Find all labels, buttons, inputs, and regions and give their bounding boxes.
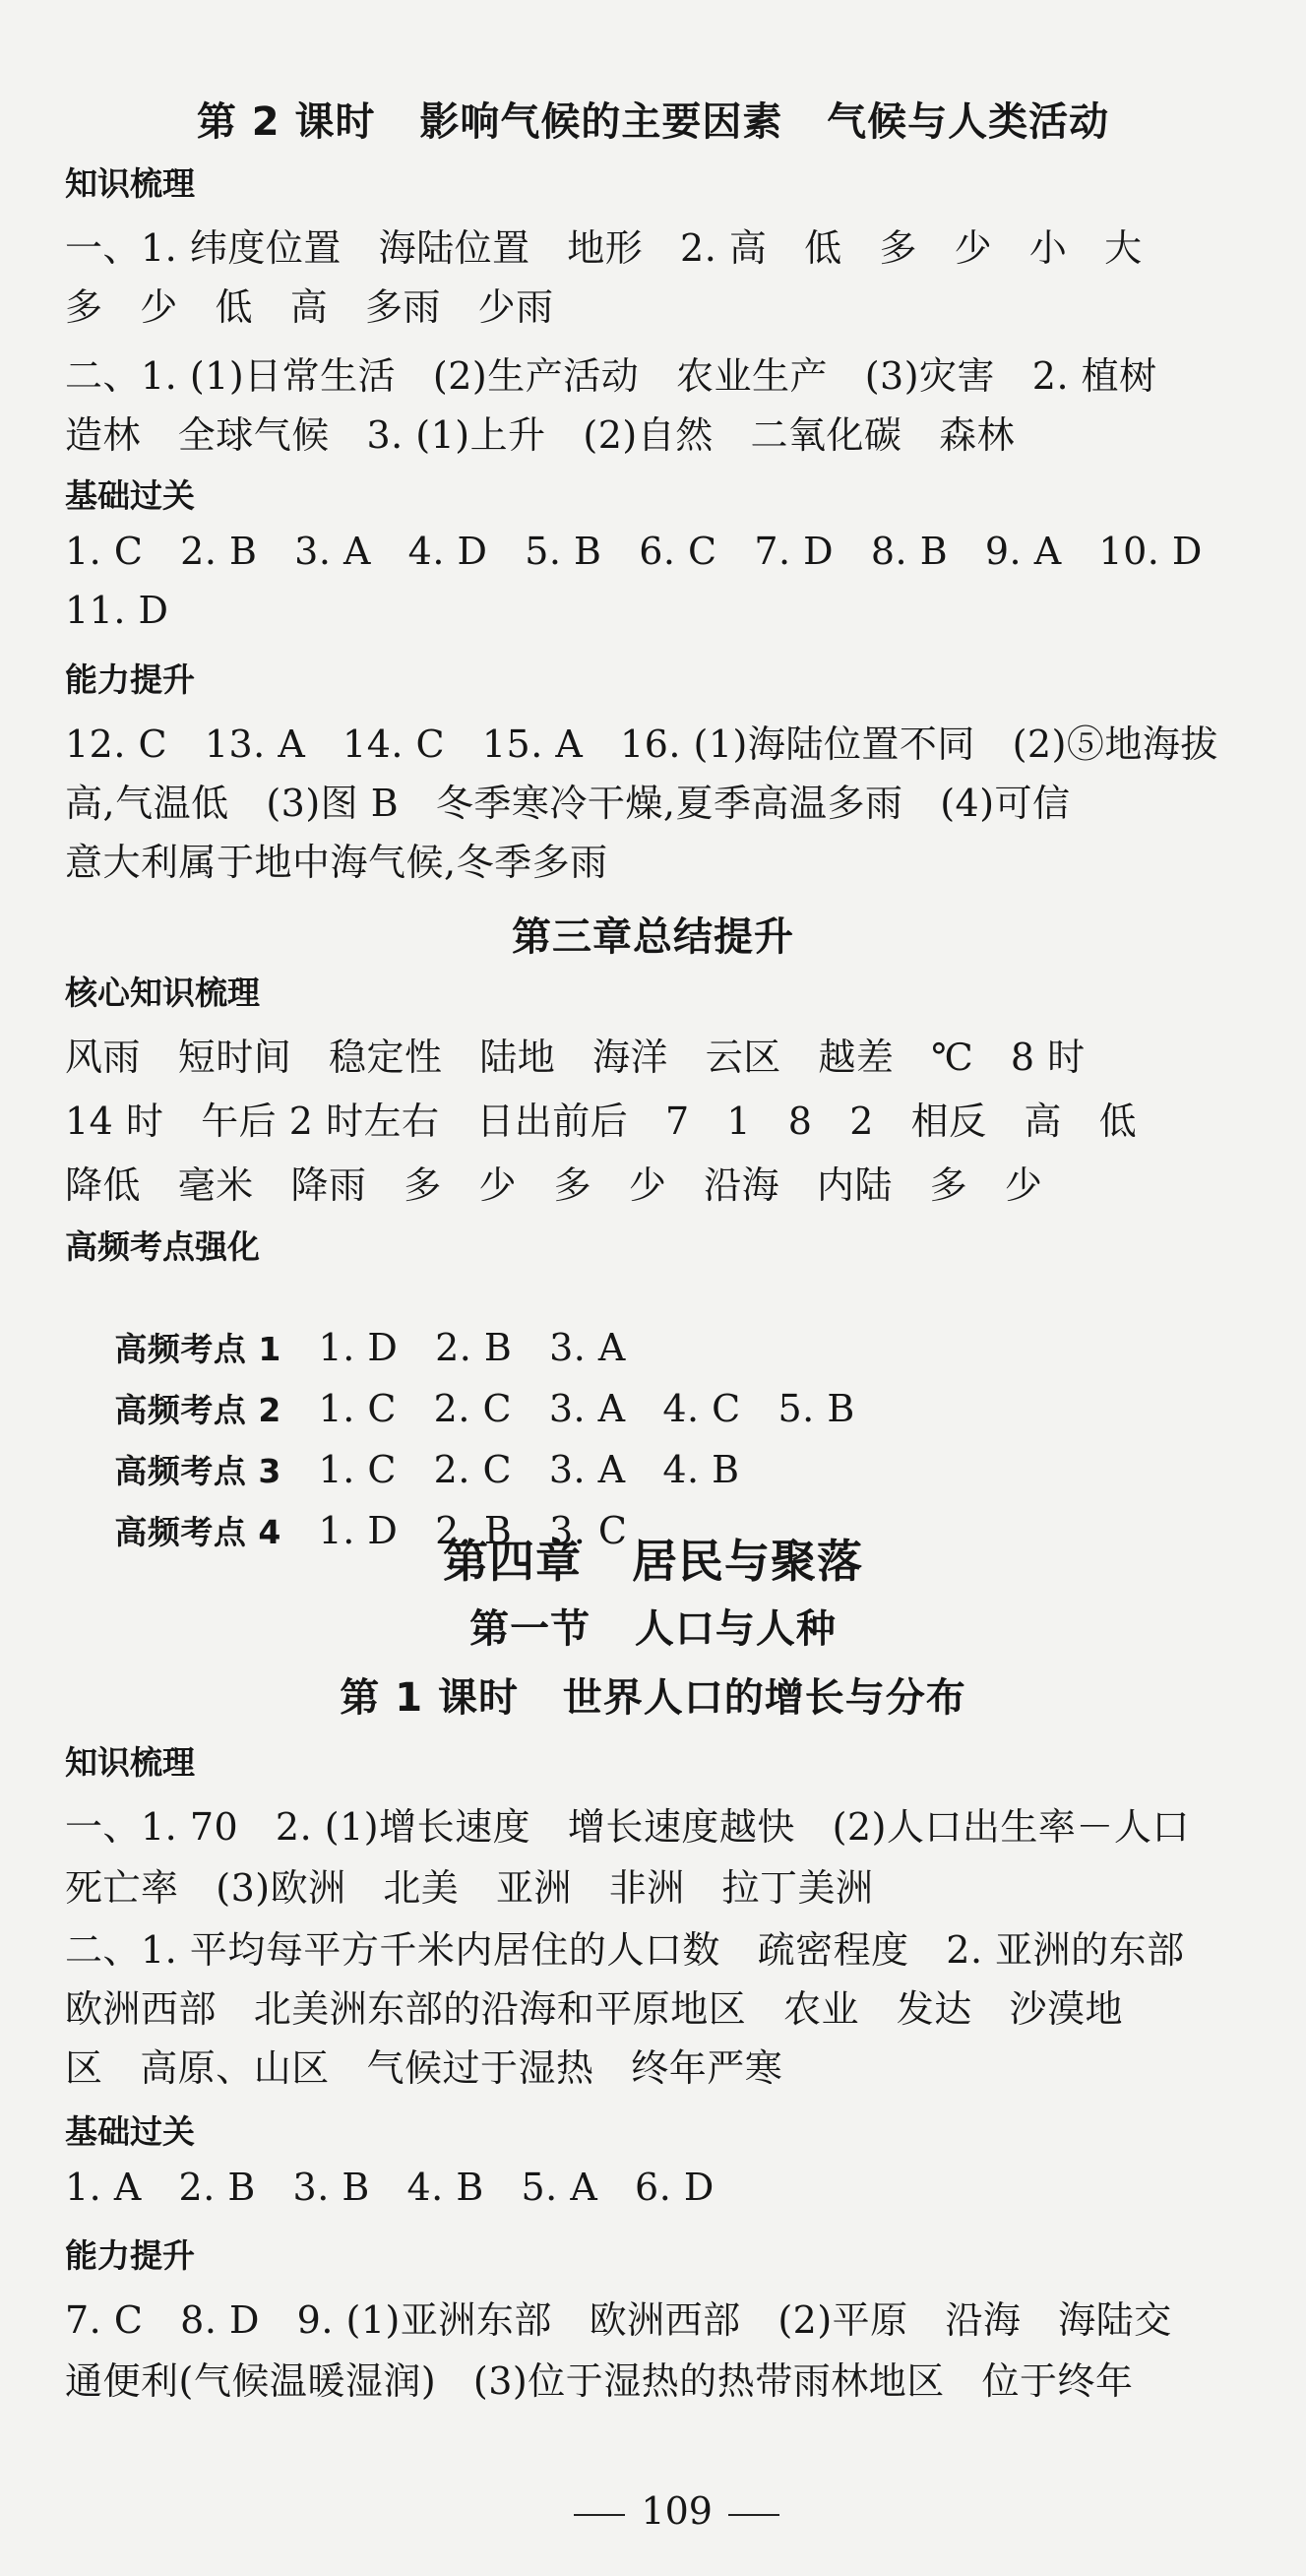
heading-knowledge: 知识梳理 — [65, 1743, 195, 1782]
text-line: 二、1. 平均每平方千米内居住的人口数 疏密程度 2. 亚洲的东部 — [65, 1928, 1185, 1972]
freq-answers: 1. C 2. C 3. A 4. B — [318, 1448, 740, 1491]
freq-label: 高频考点 2 — [114, 1391, 281, 1429]
freq-answers: 1. C 2. C 3. A 4. C 5. B — [318, 1387, 855, 1430]
text-line: 多 少 低 高 多雨 少雨 — [65, 285, 554, 329]
heading-basic: 基础过关 — [65, 476, 195, 515]
chapter-title: 第四章 居民与聚落 — [442, 1535, 864, 1588]
footer-dash-right — [728, 2514, 779, 2516]
answer-line: 1. C 2. B 3. A 4. D 5. B 6. C 7. D 8. B 9. A 10. D — [65, 530, 1203, 573]
text-line: 死亡率 (3)欧洲 北美 亚洲 非洲 拉丁美洲 — [65, 1866, 874, 1910]
heading-core: 核心知识梳理 — [65, 974, 260, 1012]
text-line: 风雨 短时间 稳定性 陆地 海洋 云区 越差 ℃ 8 时 — [65, 1036, 1086, 1079]
answer-line: 11. D — [65, 589, 169, 632]
lesson-title: 第 1 课时 世界人口的增长与分布 — [340, 1675, 966, 1721]
text-line: 造林 全球气候 3. (1)上升 (2)自然 二氧化碳 森林 — [65, 413, 1016, 457]
heading-ability: 能力提升 — [65, 660, 195, 699]
answer-line: 12. C 13. A 14. C 15. A 16. (1)海陆位置不同 (2)⑤地海拔 — [65, 723, 1218, 766]
footer-dash-left — [574, 2514, 625, 2516]
heading-knowledge: 知识梳理 — [65, 164, 195, 203]
page-footer — [0, 2446, 1306, 2576]
section-title: 第一节 人口与人种 — [469, 1606, 837, 1652]
heading-basic: 基础过关 — [65, 2112, 195, 2151]
freq-label: 高频考点 3 — [114, 1452, 281, 1490]
heading-frequent: 高频考点强化 — [65, 1227, 260, 1266]
lesson-title: 第 2 课时 影响气候的主要因素 气候与人类活动 — [196, 99, 1110, 145]
freq-answers: 1. D 2. B 3. C — [318, 1509, 628, 1552]
text-line: 14 时 午后 2 时左右 日出前后 7 1 8 2 相反 高 低 — [65, 1100, 1138, 1143]
text-line: 一、1. 纬度位置 海陆位置 地形 2. 高 低 多 少 小 大 — [65, 226, 1143, 270]
freq-answers: 1. D 2. B 3. A — [318, 1326, 626, 1369]
text-line: 一、1. 70 2. (1)增长速度 增长速度越快 (2)人口出生率－人口 — [65, 1805, 1190, 1849]
heading-ability: 能力提升 — [65, 2236, 195, 2275]
text-line: 降低 毫米 降雨 多 少 多 少 沿海 内陆 多 少 — [65, 1163, 1043, 1207]
text-line: 区 高原、山区 气候过于湿热 终年严寒 — [65, 2046, 783, 2090]
text-line: 欧洲西部 北美洲东部的沿海和平原地区 农业 发达 沙漠地 — [65, 1987, 1123, 2031]
text-line: 二、1. (1)日常生活 (2)生产活动 农业生产 (3)灾害 2. 植树 — [65, 354, 1157, 398]
chapter-summary-title: 第三章总结提升 — [512, 914, 794, 960]
page-number: 109 — [641, 2489, 713, 2533]
answer-line: 1. A 2. B 3. B 4. B 5. A 6. D — [65, 2166, 715, 2209]
answer-line: 7. C 8. D 9. (1)亚洲东部 欧洲西部 (2)平原 沿海 海陆交 — [65, 2298, 1172, 2342]
answer-line: 通便利(气候温暖湿润) (3)位于湿热的热带雨林地区 位于终年 — [65, 2359, 1134, 2403]
answer-line: 高,气温低 (3)图 B 冬季寒冷干燥,夏季高温多雨 (4)可信 — [65, 782, 1071, 825]
freq-label: 高频考点 4 — [114, 1513, 281, 1551]
freq-label: 高频考点 1 — [114, 1330, 281, 1368]
answer-line: 意大利属于地中海气候,冬季多雨 — [65, 841, 608, 884]
